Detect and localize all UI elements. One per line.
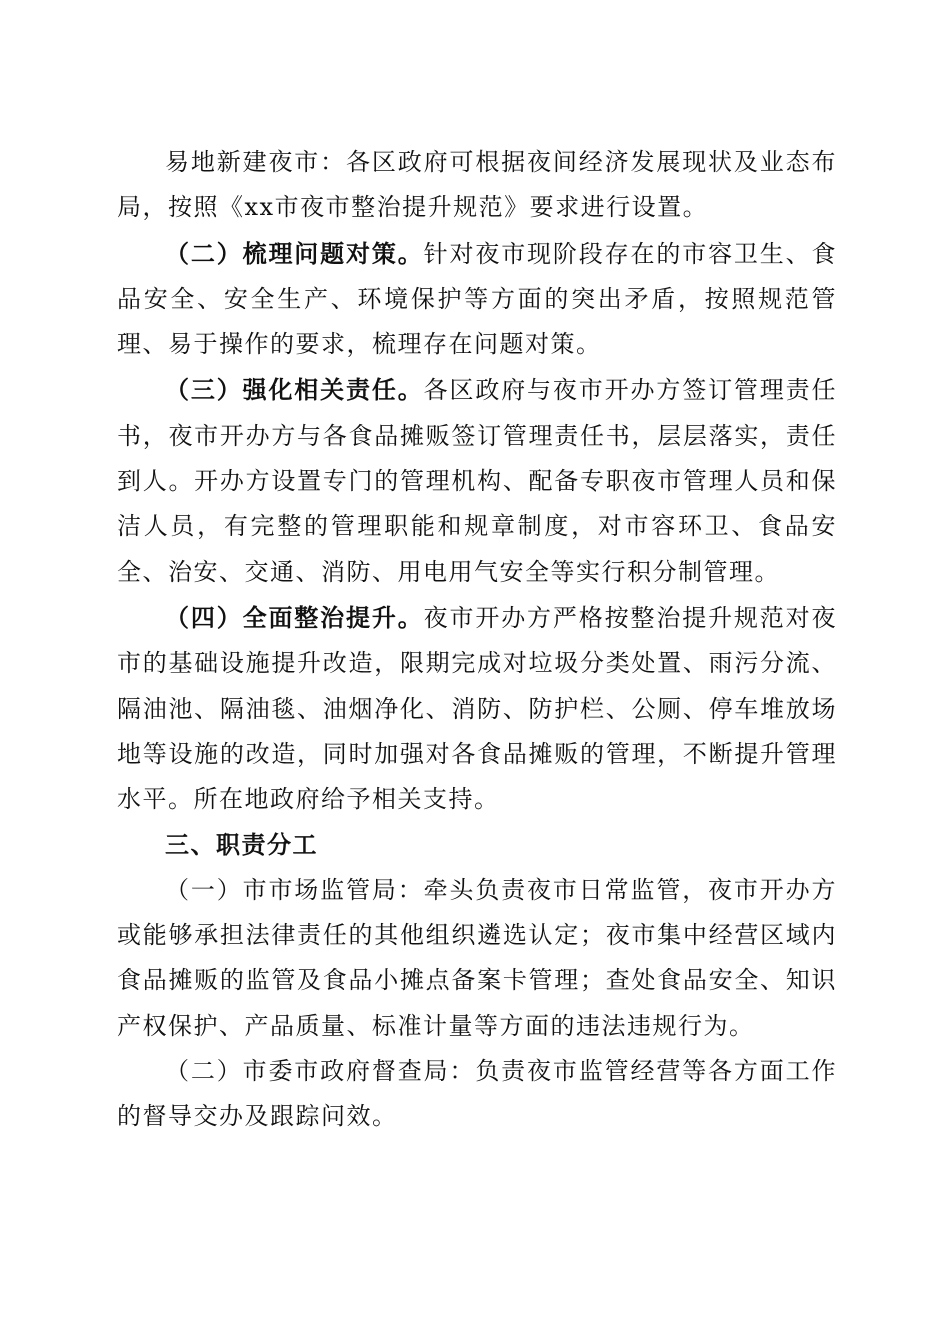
paragraph-relocate-night-market bbox=[117, 140, 837, 231]
paragraph-text: 针对夜市现阶段存在的市容卫生、食品安全、安全生产、环境保护等方面的突出矛盾，按照规范管理、易于操作的要求，梳理存在问题对策。 bbox=[117, 239, 838, 359]
paragraph-sort-problems bbox=[117, 231, 837, 368]
document-page bbox=[117, 140, 837, 1140]
paragraph-lead: （三）强化相关责任。 bbox=[165, 375, 424, 405]
paragraph-text: 易地新建夜市：各区政府可根据夜间经济发展现状及业态布局，按照《xx市夜市整治提升规范》要求进行设置。 bbox=[117, 148, 837, 222]
paragraph-text: （二）市委市政府督查局：负责夜市监管经营等各方面工作的督导交办及跟踪问效。 bbox=[117, 1056, 837, 1131]
paragraph-text: （一）市市场监管局：牵头负责夜市日常监管，夜市开办方或能够承担法律责任的其他组织遴选认定；夜市集中经营区域内食品摊贩的监管及食品小摊点备案卡管理；查处食品安全、知识产权保护、产品质量、标准计量等方面的违法违规行为。 bbox=[117, 875, 837, 1040]
paragraph-comprehensive-upgrade bbox=[117, 595, 837, 822]
section-heading: 三、职责分工 bbox=[165, 830, 318, 860]
paragraph-lead: （二）梳理问题对策。 bbox=[165, 238, 424, 268]
paragraph-strengthen-responsibility bbox=[117, 367, 837, 594]
paragraph-text: 夜市开办方严格按整治提升规范对夜市的基础设施提升改造，限期完成对垃圾分类处置、雨污分流、隔油池、隔油毯、油烟净化、消防、防护栏、公厕、停车堆放场地等设施的改造，同时加强对各食品摊贩的管理，不断提升管理水平。所在地政府给予相关支持。 bbox=[117, 603, 838, 814]
paragraph-lead: （四）全面整治提升。 bbox=[165, 602, 424, 632]
paragraph-market-supervision-duty bbox=[117, 868, 837, 1049]
paragraph-inspection-bureau-duty bbox=[117, 1049, 837, 1140]
paragraph-text: 各区政府与夜市开办方签订管理责任书，夜市开办方与各食品摊贩签订管理责任书，层层落实，责任到人。开办方设置专门的管理机构、配备专职夜市管理人员和保洁人员，有完整的管理职能和规章制度，对市容环卫、食品安全、治安、交通、消防、用电用气安全等实行积分制管理。 bbox=[117, 376, 838, 586]
